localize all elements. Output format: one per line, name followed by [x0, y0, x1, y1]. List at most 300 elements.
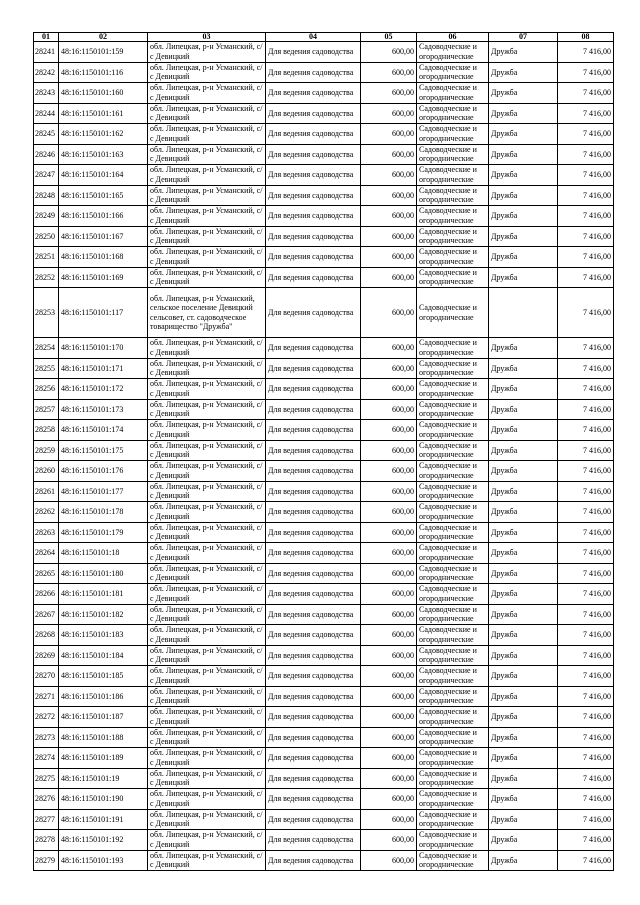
row-number-cell: 28275: [34, 768, 59, 789]
partnership-cell: Дружба: [489, 707, 558, 728]
address-cell: обл. Липецкая, р-н Усманский, с/с Девицкий: [148, 830, 266, 851]
category-cell: Садоводческие и огороднические: [417, 144, 489, 165]
row-number-cell: 28267: [34, 604, 59, 625]
category-cell: Садоводческие и огороднические: [417, 83, 489, 104]
row-number-cell: 28243: [34, 83, 59, 104]
permitted-use-cell: Для ведения садоводства: [266, 338, 361, 359]
category-cell: Садоводческие и огороднические: [417, 707, 489, 728]
row-number-cell: 28277: [34, 809, 59, 830]
permitted-use-cell: Для ведения садоводства: [266, 707, 361, 728]
row-number-cell: 28270: [34, 666, 59, 687]
column-header: 06: [417, 33, 489, 42]
category-cell: Садоводческие и огороднические: [417, 358, 489, 379]
partnership-cell: Дружба: [489, 83, 558, 104]
partnership-cell: Дружба: [489, 461, 558, 482]
cadastral-value-cell: 7 416,00: [558, 461, 614, 482]
table-row: [34, 124, 614, 145]
address-cell: обл. Липецкая, р-н Усманский, с/с Девицкий: [148, 103, 266, 124]
partnership-cell: Дружба: [489, 830, 558, 851]
cadastral-value-cell: 7 416,00: [558, 83, 614, 104]
category-cell: Садоводческие и огороднические: [417, 727, 489, 748]
area-cell: 600,00: [361, 247, 417, 268]
permitted-use-cell: Для ведения садоводства: [266, 420, 361, 441]
category-cell: Садоводческие и огороднические: [417, 185, 489, 206]
cadastral-number-cell: 48:16:1150101:193: [59, 850, 148, 871]
address-cell: обл. Липецкая, р-н Усманский, с/с Девицкий: [148, 420, 266, 441]
cadastral-number-cell: 48:16:1150101:174: [59, 420, 148, 441]
table-body: [34, 42, 614, 871]
address-cell: обл. Липецкая, р-н Усманский, с/с Девицкий: [148, 42, 266, 63]
partnership-cell: Дружба: [489, 522, 558, 543]
category-cell: Садоводческие и огороднические: [417, 481, 489, 502]
partnership-cell: Дружба: [489, 144, 558, 165]
partnership-cell: Дружба: [489, 604, 558, 625]
cadastral-number-cell: 48:16:1150101:162: [59, 124, 148, 145]
land-plots-table: [33, 32, 614, 871]
area-cell: 600,00: [361, 481, 417, 502]
row-number-cell: 28251: [34, 247, 59, 268]
permitted-use-cell: Для ведения садоводства: [266, 103, 361, 124]
row-number-cell: 28276: [34, 789, 59, 810]
permitted-use-cell: Для ведения садоводства: [266, 563, 361, 584]
table-row: [34, 543, 614, 564]
cadastral-number-cell: 48:16:1150101:185: [59, 666, 148, 687]
cadastral-value-cell: 7 416,00: [558, 748, 614, 769]
table-row: [34, 748, 614, 769]
partnership-cell: Дружба: [489, 420, 558, 441]
permitted-use-cell: Для ведения садоводства: [266, 809, 361, 830]
cadastral-value-cell: 7 416,00: [558, 206, 614, 227]
address-cell: обл. Липецкая, р-н Усманский, с/с Девицкий: [148, 809, 266, 830]
cadastral-value-cell: 7 416,00: [558, 144, 614, 165]
table-row: [34, 144, 614, 165]
partnership-cell: Дружба: [489, 42, 558, 63]
area-cell: 600,00: [361, 686, 417, 707]
cadastral-number-cell: 48:16:1150101:170: [59, 338, 148, 359]
address-cell: обл. Липецкая, р-н Усманский, с/с Девицкий: [148, 789, 266, 810]
row-number-cell: 28252: [34, 267, 59, 288]
area-cell: 600,00: [361, 288, 417, 338]
category-cell: Садоводческие и огороднические: [417, 850, 489, 871]
partnership-cell: Дружба: [489, 563, 558, 584]
column-header: 03: [148, 33, 266, 42]
area-cell: 600,00: [361, 379, 417, 400]
column-header: 08: [558, 33, 614, 42]
category-cell: Садоводческие и огороднические: [417, 226, 489, 247]
category-cell: Садоводческие и огороднические: [417, 748, 489, 769]
table-row: [34, 288, 614, 338]
cadastral-number-cell: 48:16:1150101:191: [59, 809, 148, 830]
row-number-cell: 28250: [34, 226, 59, 247]
cadastral-number-cell: 48:16:1150101:167: [59, 226, 148, 247]
row-number-cell: 28244: [34, 103, 59, 124]
permitted-use-cell: Для ведения садоводства: [266, 543, 361, 564]
table-header-row: [34, 33, 614, 42]
address-cell: обл. Липецкая, р-н Усманский, с/с Девицкий: [148, 165, 266, 186]
cadastral-value-cell: 7 416,00: [558, 247, 614, 268]
row-number-cell: 28245: [34, 124, 59, 145]
cadastral-number-cell: 48:16:1150101:18: [59, 543, 148, 564]
partnership-cell: Дружба: [489, 809, 558, 830]
area-cell: 600,00: [361, 206, 417, 227]
cadastral-value-cell: 7 416,00: [558, 103, 614, 124]
permitted-use-cell: Для ведения садоводства: [266, 645, 361, 666]
category-cell: Садоводческие и огороднические: [417, 830, 489, 851]
row-number-cell: 28269: [34, 645, 59, 666]
row-number-cell: 28272: [34, 707, 59, 728]
cadastral-value-cell: 7 416,00: [558, 850, 614, 871]
row-number-cell: 28266: [34, 584, 59, 605]
category-cell: Садоводческие и огороднические: [417, 645, 489, 666]
partnership-cell: Дружба: [489, 850, 558, 871]
table-row: [34, 165, 614, 186]
area-cell: 600,00: [361, 420, 417, 441]
permitted-use-cell: Для ведения садоводства: [266, 481, 361, 502]
cadastral-value-cell: 7 416,00: [558, 440, 614, 461]
table-row: [34, 502, 614, 523]
permitted-use-cell: Для ведения садоводства: [266, 165, 361, 186]
permitted-use-cell: Для ведения садоводства: [266, 604, 361, 625]
category-cell: Садоводческие и огороднические: [417, 522, 489, 543]
cadastral-number-cell: 48:16:1150101:182: [59, 604, 148, 625]
category-cell: Садоводческие и огороднические: [417, 247, 489, 268]
partnership-cell: Дружба: [489, 625, 558, 646]
table-row: [34, 338, 614, 359]
address-cell: обл. Липецкая, р-н Усманский, с/с Девицкий: [148, 625, 266, 646]
row-number-cell: 28262: [34, 502, 59, 523]
table-row: [34, 399, 614, 420]
cadastral-number-cell: 48:16:1150101:169: [59, 267, 148, 288]
address-cell: обл. Липецкая, р-н Усманский, с/с Девицкий: [148, 185, 266, 206]
area-cell: 600,00: [361, 625, 417, 646]
category-cell: Садоводческие и огороднические: [417, 686, 489, 707]
permitted-use-cell: Для ведения садоводства: [266, 226, 361, 247]
row-number-cell: 28279: [34, 850, 59, 871]
cadastral-number-cell: 48:16:1150101:187: [59, 707, 148, 728]
partnership-cell: Дружба: [489, 358, 558, 379]
cadastral-number-cell: 48:16:1150101:190: [59, 789, 148, 810]
cadastral-value-cell: 7 416,00: [558, 338, 614, 359]
table-row: [34, 645, 614, 666]
row-number-cell: 28256: [34, 379, 59, 400]
cadastral-number-cell: 48:16:1150101:171: [59, 358, 148, 379]
area-cell: 600,00: [361, 707, 417, 728]
cadastral-number-cell: 48:16:1150101:116: [59, 62, 148, 83]
partnership-cell: Дружба: [489, 789, 558, 810]
cadastral-value-cell: 7 416,00: [558, 604, 614, 625]
area-cell: 600,00: [361, 461, 417, 482]
address-cell: обл. Липецкая, р-н Усманский, с/с Девицкий: [148, 338, 266, 359]
permitted-use-cell: Для ведения садоводства: [266, 461, 361, 482]
permitted-use-cell: Для ведения садоводства: [266, 727, 361, 748]
cadastral-number-cell: 48:16:1150101:168: [59, 247, 148, 268]
table-row: [34, 830, 614, 851]
partnership-cell: Дружба: [489, 379, 558, 400]
cadastral-value-cell: 7 416,00: [558, 420, 614, 441]
cadastral-number-cell: 48:16:1150101:178: [59, 502, 148, 523]
cadastral-value-cell: 7 416,00: [558, 563, 614, 584]
cadastral-value-cell: 7 416,00: [558, 124, 614, 145]
address-cell: обл. Липецкая, р-н Усманский, с/с Девицкий: [148, 502, 266, 523]
partnership-cell: Дружба: [489, 338, 558, 359]
partnership-cell: Дружба: [489, 748, 558, 769]
table-row: [34, 379, 614, 400]
cadastral-value-cell: 7 416,00: [558, 830, 614, 851]
cadastral-value-cell: 7 416,00: [558, 625, 614, 646]
column-header: 07: [489, 33, 558, 42]
table-row: [34, 62, 614, 83]
partnership-cell: Дружба: [489, 502, 558, 523]
area-cell: 600,00: [361, 185, 417, 206]
permitted-use-cell: Для ведения садоводства: [266, 625, 361, 646]
table-row: [34, 850, 614, 871]
table-row: [34, 604, 614, 625]
address-cell: обл. Липецкая, р-н Усманский, сельское поселение Девицкий сельсовет, ст. садоводческое товарищество "Дружба": [148, 288, 266, 338]
cadastral-value-cell: 7 416,00: [558, 42, 614, 63]
cadastral-value-cell: 7 416,00: [558, 707, 614, 728]
row-number-cell: 28249: [34, 206, 59, 227]
permitted-use-cell: Для ведения садоводства: [266, 358, 361, 379]
row-number-cell: 28255: [34, 358, 59, 379]
cadastral-value-cell: 7 416,00: [558, 543, 614, 564]
address-cell: обл. Липецкая, р-н Усманский, с/с Девицкий: [148, 666, 266, 687]
cadastral-value-cell: 7 416,00: [558, 768, 614, 789]
area-cell: 600,00: [361, 144, 417, 165]
cadastral-number-cell: 48:16:1150101:176: [59, 461, 148, 482]
area-cell: 600,00: [361, 604, 417, 625]
cadastral-number-cell: 48:16:1150101:177: [59, 481, 148, 502]
table-row: [34, 522, 614, 543]
category-cell: Садоводческие и огороднические: [417, 666, 489, 687]
area-cell: 600,00: [361, 789, 417, 810]
row-number-cell: 28248: [34, 185, 59, 206]
category-cell: Садоводческие и огороднические: [417, 543, 489, 564]
table-row: [34, 247, 614, 268]
document-page: [33, 32, 613, 871]
address-cell: обл. Липецкая, р-н Усманский, с/с Девицкий: [148, 522, 266, 543]
partnership-cell: Дружба: [489, 226, 558, 247]
address-cell: обл. Липецкая, р-н Усманский, с/с Девицкий: [148, 707, 266, 728]
table-row: [34, 707, 614, 728]
address-cell: обл. Липецкая, р-н Усманский, с/с Девицкий: [148, 645, 266, 666]
partnership-cell: Дружба: [489, 768, 558, 789]
address-cell: обл. Липецкая, р-н Усманский, с/с Девицкий: [148, 62, 266, 83]
cadastral-value-cell: 7 416,00: [558, 358, 614, 379]
permitted-use-cell: Для ведения садоводства: [266, 83, 361, 104]
area-cell: 600,00: [361, 165, 417, 186]
cadastral-value-cell: 7 416,00: [558, 481, 614, 502]
partnership-cell: Дружба: [489, 399, 558, 420]
address-cell: обл. Липецкая, р-н Усманский, с/с Девицкий: [148, 727, 266, 748]
area-cell: 600,00: [361, 267, 417, 288]
category-cell: Садоводческие и огороднические: [417, 165, 489, 186]
category-cell: Садоводческие и огороднические: [417, 625, 489, 646]
table-row: [34, 686, 614, 707]
cadastral-number-cell: 48:16:1150101:117: [59, 288, 148, 338]
column-header: 05: [361, 33, 417, 42]
row-number-cell: 28278: [34, 830, 59, 851]
category-cell: Садоводческие и огороднические: [417, 42, 489, 63]
partnership-cell: Дружба: [489, 666, 558, 687]
table-row: [34, 226, 614, 247]
table-row: [34, 563, 614, 584]
address-cell: обл. Липецкая, р-н Усманский, с/с Девицкий: [148, 226, 266, 247]
row-number-cell: 28263: [34, 522, 59, 543]
cadastral-value-cell: 7 416,00: [558, 379, 614, 400]
category-cell: Садоводческие и огороднические: [417, 440, 489, 461]
area-cell: 600,00: [361, 522, 417, 543]
permitted-use-cell: Для ведения садоводства: [266, 62, 361, 83]
area-cell: 600,00: [361, 543, 417, 564]
category-cell: Садоводческие и огороднические: [417, 789, 489, 810]
table-row: [34, 440, 614, 461]
permitted-use-cell: Для ведения садоводства: [266, 379, 361, 400]
cadastral-value-cell: 7 416,00: [558, 165, 614, 186]
permitted-use-cell: Для ведения садоводства: [266, 124, 361, 145]
table-row: [34, 358, 614, 379]
row-number-cell: 28271: [34, 686, 59, 707]
permitted-use-cell: Для ведения садоводства: [266, 42, 361, 63]
area-cell: 600,00: [361, 666, 417, 687]
area-cell: 600,00: [361, 358, 417, 379]
cadastral-number-cell: 48:16:1150101:19: [59, 768, 148, 789]
table-row: [34, 206, 614, 227]
area-cell: 600,00: [361, 584, 417, 605]
partnership-cell: Дружба: [489, 727, 558, 748]
area-cell: 600,00: [361, 563, 417, 584]
permitted-use-cell: Для ведения садоводства: [266, 584, 361, 605]
cadastral-value-cell: 7 416,00: [558, 645, 614, 666]
address-cell: обл. Липецкая, р-н Усманский, с/с Девицкий: [148, 124, 266, 145]
area-cell: 600,00: [361, 338, 417, 359]
area-cell: 600,00: [361, 748, 417, 769]
table-row: [34, 768, 614, 789]
category-cell: Садоводческие и огороднические: [417, 103, 489, 124]
permitted-use-cell: Для ведения садоводства: [266, 206, 361, 227]
cadastral-value-cell: 7 416,00: [558, 502, 614, 523]
table-row: [34, 584, 614, 605]
address-cell: обл. Липецкая, р-н Усманский, с/с Девицкий: [148, 686, 266, 707]
partnership-cell: Дружба: [489, 543, 558, 564]
address-cell: обл. Липецкая, р-н Усманский, с/с Девицкий: [148, 358, 266, 379]
cadastral-number-cell: 48:16:1150101:184: [59, 645, 148, 666]
row-number-cell: 28258: [34, 420, 59, 441]
cadastral-value-cell: 7 416,00: [558, 789, 614, 810]
partnership-cell: Дружба: [489, 124, 558, 145]
address-cell: обл. Липецкая, р-н Усманский, с/с Девицкий: [148, 563, 266, 584]
cadastral-value-cell: 7 416,00: [558, 288, 614, 338]
partnership-cell: Дружба: [489, 440, 558, 461]
area-cell: 600,00: [361, 42, 417, 63]
category-cell: Садоводческие и огороднические: [417, 288, 489, 338]
permitted-use-cell: Для ведения садоводства: [266, 288, 361, 338]
address-cell: обл. Липецкая, р-н Усманский, с/с Девицкий: [148, 440, 266, 461]
address-cell: обл. Липецкая, р-н Усманский, с/с Девицкий: [148, 768, 266, 789]
area-cell: 600,00: [361, 124, 417, 145]
cadastral-value-cell: 7 416,00: [558, 226, 614, 247]
cadastral-number-cell: 48:16:1150101:186: [59, 686, 148, 707]
category-cell: Садоводческие и огороднические: [417, 420, 489, 441]
permitted-use-cell: Для ведения садоводства: [266, 522, 361, 543]
partnership-cell: Дружба: [489, 686, 558, 707]
category-cell: Садоводческие и огороднические: [417, 563, 489, 584]
cadastral-value-cell: 7 416,00: [558, 522, 614, 543]
permitted-use-cell: Для ведения садоводства: [266, 144, 361, 165]
address-cell: обл. Липецкая, р-н Усманский, с/с Девицкий: [148, 748, 266, 769]
cadastral-number-cell: 48:16:1150101:189: [59, 748, 148, 769]
category-cell: Садоводческие и огороднические: [417, 399, 489, 420]
column-header: 01: [34, 33, 59, 42]
permitted-use-cell: Для ведения садоводства: [266, 748, 361, 769]
cadastral-value-cell: 7 416,00: [558, 267, 614, 288]
cadastral-number-cell: 48:16:1150101:181: [59, 584, 148, 605]
table-row: [34, 481, 614, 502]
cadastral-value-cell: 7 416,00: [558, 185, 614, 206]
partnership-cell: Дружба: [489, 481, 558, 502]
cadastral-number-cell: 48:16:1150101:165: [59, 185, 148, 206]
partnership-cell: Дружба: [489, 62, 558, 83]
row-number-cell: 28246: [34, 144, 59, 165]
category-cell: Садоводческие и огороднические: [417, 809, 489, 830]
row-number-cell: 28254: [34, 338, 59, 359]
address-cell: обл. Липецкая, р-н Усманский, с/с Девицкий: [148, 379, 266, 400]
address-cell: обл. Липецкая, р-н Усманский, с/с Девицкий: [148, 850, 266, 871]
table-row: [34, 666, 614, 687]
permitted-use-cell: Для ведения садоводства: [266, 666, 361, 687]
row-number-cell: 28273: [34, 727, 59, 748]
address-cell: обл. Липецкая, р-н Усманский, с/с Девицкий: [148, 399, 266, 420]
cadastral-value-cell: 7 416,00: [558, 399, 614, 420]
row-number-cell: 28242: [34, 62, 59, 83]
partnership-cell: Дружба: [489, 206, 558, 227]
table-row: [34, 420, 614, 441]
address-cell: обл. Липецкая, р-н Усманский, с/с Девицкий: [148, 247, 266, 268]
table-row: [34, 461, 614, 482]
row-number-cell: 28241: [34, 42, 59, 63]
area-cell: 600,00: [361, 809, 417, 830]
partnership-cell: Дружба: [489, 103, 558, 124]
permitted-use-cell: Для ведения садоводства: [266, 247, 361, 268]
row-number-cell: 28260: [34, 461, 59, 482]
cadastral-number-cell: 48:16:1150101:172: [59, 379, 148, 400]
area-cell: 600,00: [361, 768, 417, 789]
row-number-cell: 28259: [34, 440, 59, 461]
cadastral-number-cell: 48:16:1150101:188: [59, 727, 148, 748]
row-number-cell: 28253: [34, 288, 59, 338]
permitted-use-cell: Для ведения садоводства: [266, 830, 361, 851]
permitted-use-cell: Для ведения садоводства: [266, 789, 361, 810]
area-cell: 600,00: [361, 727, 417, 748]
area-cell: 600,00: [361, 83, 417, 104]
partnership-cell: Дружба: [489, 645, 558, 666]
cadastral-number-cell: 48:16:1150101:180: [59, 563, 148, 584]
row-number-cell: 28268: [34, 625, 59, 646]
area-cell: 600,00: [361, 103, 417, 124]
table-row: [34, 83, 614, 104]
cadastral-number-cell: 48:16:1150101:179: [59, 522, 148, 543]
permitted-use-cell: Для ведения садоводства: [266, 850, 361, 871]
address-cell: обл. Липецкая, р-н Усманский, с/с Девицкий: [148, 206, 266, 227]
category-cell: Садоводческие и огороднические: [417, 461, 489, 482]
address-cell: обл. Липецкая, р-н Усманский, с/с Девицкий: [148, 461, 266, 482]
cadastral-number-cell: 48:16:1150101:159: [59, 42, 148, 63]
cadastral-value-cell: 7 416,00: [558, 727, 614, 748]
table-row: [34, 42, 614, 63]
category-cell: Садоводческие и огороднические: [417, 206, 489, 227]
category-cell: Садоводческие и огороднические: [417, 584, 489, 605]
partnership-cell: Дружба: [489, 185, 558, 206]
address-cell: обл. Липецкая, р-н Усманский, с/с Девицкий: [148, 481, 266, 502]
